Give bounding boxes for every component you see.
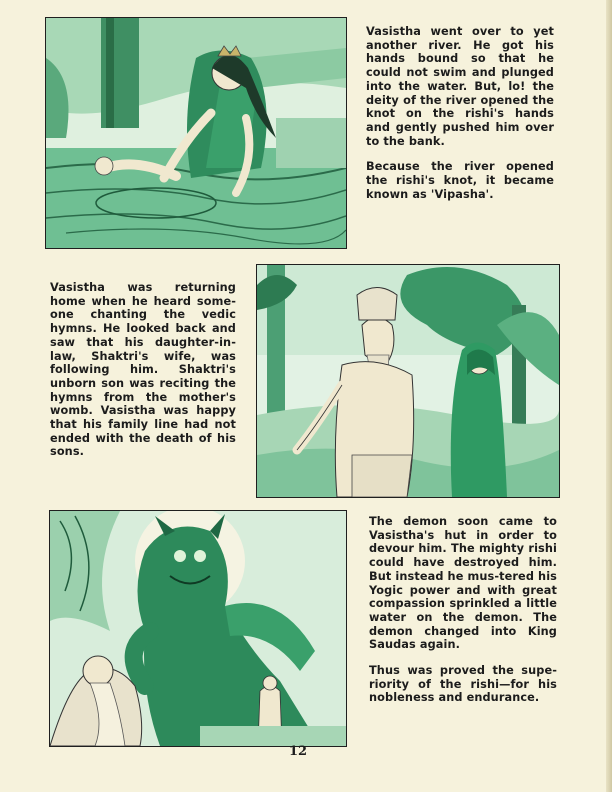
story-text-demon [369, 515, 557, 717]
page-number: 12 [289, 744, 308, 759]
paragraph: Thus was proved the supe-riority of the rishi—for his nobleness and endurance. [369, 664, 557, 705]
story-text-hymns [50, 281, 236, 471]
river-goddess-illustration [45, 17, 347, 249]
vasistha-and-daughter-in-law-illustration [256, 264, 560, 498]
page-edge [606, 0, 612, 792]
story-text-river [366, 25, 554, 213]
paragraph: Vasistha went over to yet another river. He got his hands bound so that he could not swim and plunged into the water. But, lo! the deity of the river opened the knot on the rishi's hands and gently pushed him over to the bank. [366, 25, 554, 148]
paragraph: Vasistha was returning home when he heard some-one chanting the vedic hymns. He looked back and saw that his daughter-in-law, Shaktri's wife, was following him. Shaktri's unborn son was reciting the hymns from the mother's womb. Vasistha was happy that his family line had not ended with the death of his sons. [50, 281, 236, 459]
paragraph: Because the river opened the rishi's knot, it became known as 'Vipasha'. [366, 160, 554, 201]
paragraph: The demon soon came to Vasistha's hut in order to devour him. The mighty rishi could have destroyed him. But instead he mus-tered his Yogic power and with great compassion sprinkled a little water on the demon. The demon changed into King Saudas again. [369, 515, 557, 652]
demon-and-rishi-illustration [49, 510, 347, 747]
